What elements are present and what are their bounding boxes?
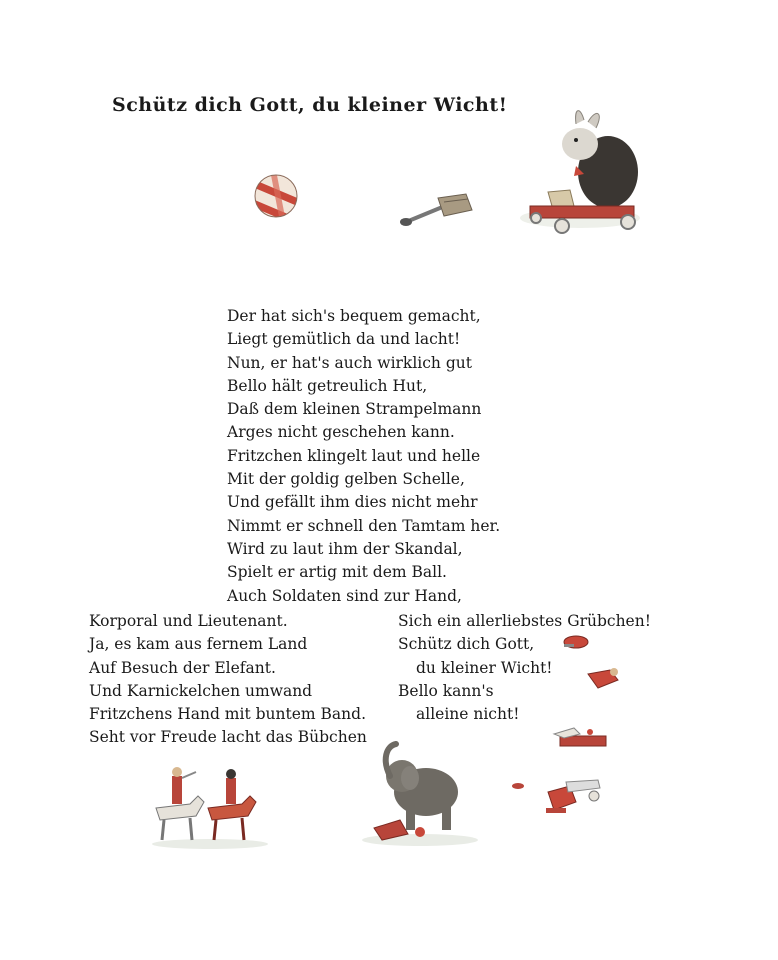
left-verse-column bbox=[89, 610, 367, 750]
verse-line: Fritzchens Hand mit buntem Band. bbox=[89, 705, 366, 724]
verse-line: Nimmt er schnell den Tamtam her. bbox=[227, 516, 501, 535]
elephant-illustration bbox=[360, 736, 480, 848]
verse-line: Ja, es kam aus fernem Land bbox=[89, 635, 308, 654]
verse-line: Schütz dich Gott, bbox=[398, 635, 535, 654]
verse-line: du kleiner Wicht! bbox=[416, 658, 553, 677]
verse-line: Auf Besuch der Elefant. bbox=[89, 658, 276, 677]
verse-line: Spielt er artig mit dem Ball. bbox=[227, 563, 447, 582]
verse-line: Korporal und Lieutenant. bbox=[89, 612, 288, 630]
toy-soldier-fallen-illustration bbox=[584, 664, 624, 692]
verse-line: Mit der goldig gelben Schelle, bbox=[227, 470, 465, 489]
verse-line: Auch Soldaten sind zur Hand, bbox=[227, 586, 462, 605]
toy-horses-riders-illustration bbox=[150, 764, 270, 850]
verse-line: Fritzchen klingelt laut und helle bbox=[227, 446, 481, 465]
toy-hat-illustration bbox=[560, 630, 592, 652]
verse-line: Liegt gemütlich da und lacht! bbox=[227, 330, 461, 349]
verse-line: Bello kann's bbox=[398, 681, 494, 700]
verse-line: Seht vor Freude lacht das Bübchen bbox=[89, 728, 367, 747]
toy-box-illustration bbox=[550, 722, 614, 752]
verse-line: Wird zu laut ihm der Skandal, bbox=[227, 539, 463, 558]
verse-line: Nun, er hat's auch wirklich gut bbox=[227, 353, 472, 372]
verse-line: Daß dem kleinen Strampelmann bbox=[227, 400, 482, 419]
verse-line: Und Karnickelchen umwand bbox=[89, 681, 313, 700]
verse-line: alleine nicht! bbox=[416, 705, 520, 724]
toy-pieces-illustration bbox=[506, 772, 606, 822]
spinning-top-illustration bbox=[398, 188, 478, 230]
rabbit-on-cart-illustration bbox=[518, 106, 648, 238]
ball-illustration bbox=[250, 170, 302, 222]
verse-line: Der hat sich's bequem gemacht, bbox=[227, 307, 481, 325]
verse-line: Arges nicht geschehen kann. bbox=[227, 423, 455, 442]
verse-block bbox=[227, 305, 500, 608]
verse-line: Sich ein allerliebstes Grübchen! bbox=[398, 612, 651, 630]
page-title: Schütz dich Gott, du kleiner Wicht! bbox=[112, 94, 508, 116]
verse-line: Bello hält getreulich Hut, bbox=[227, 376, 428, 395]
verse-line: Und gefällt ihm dies nicht mehr bbox=[227, 493, 478, 512]
